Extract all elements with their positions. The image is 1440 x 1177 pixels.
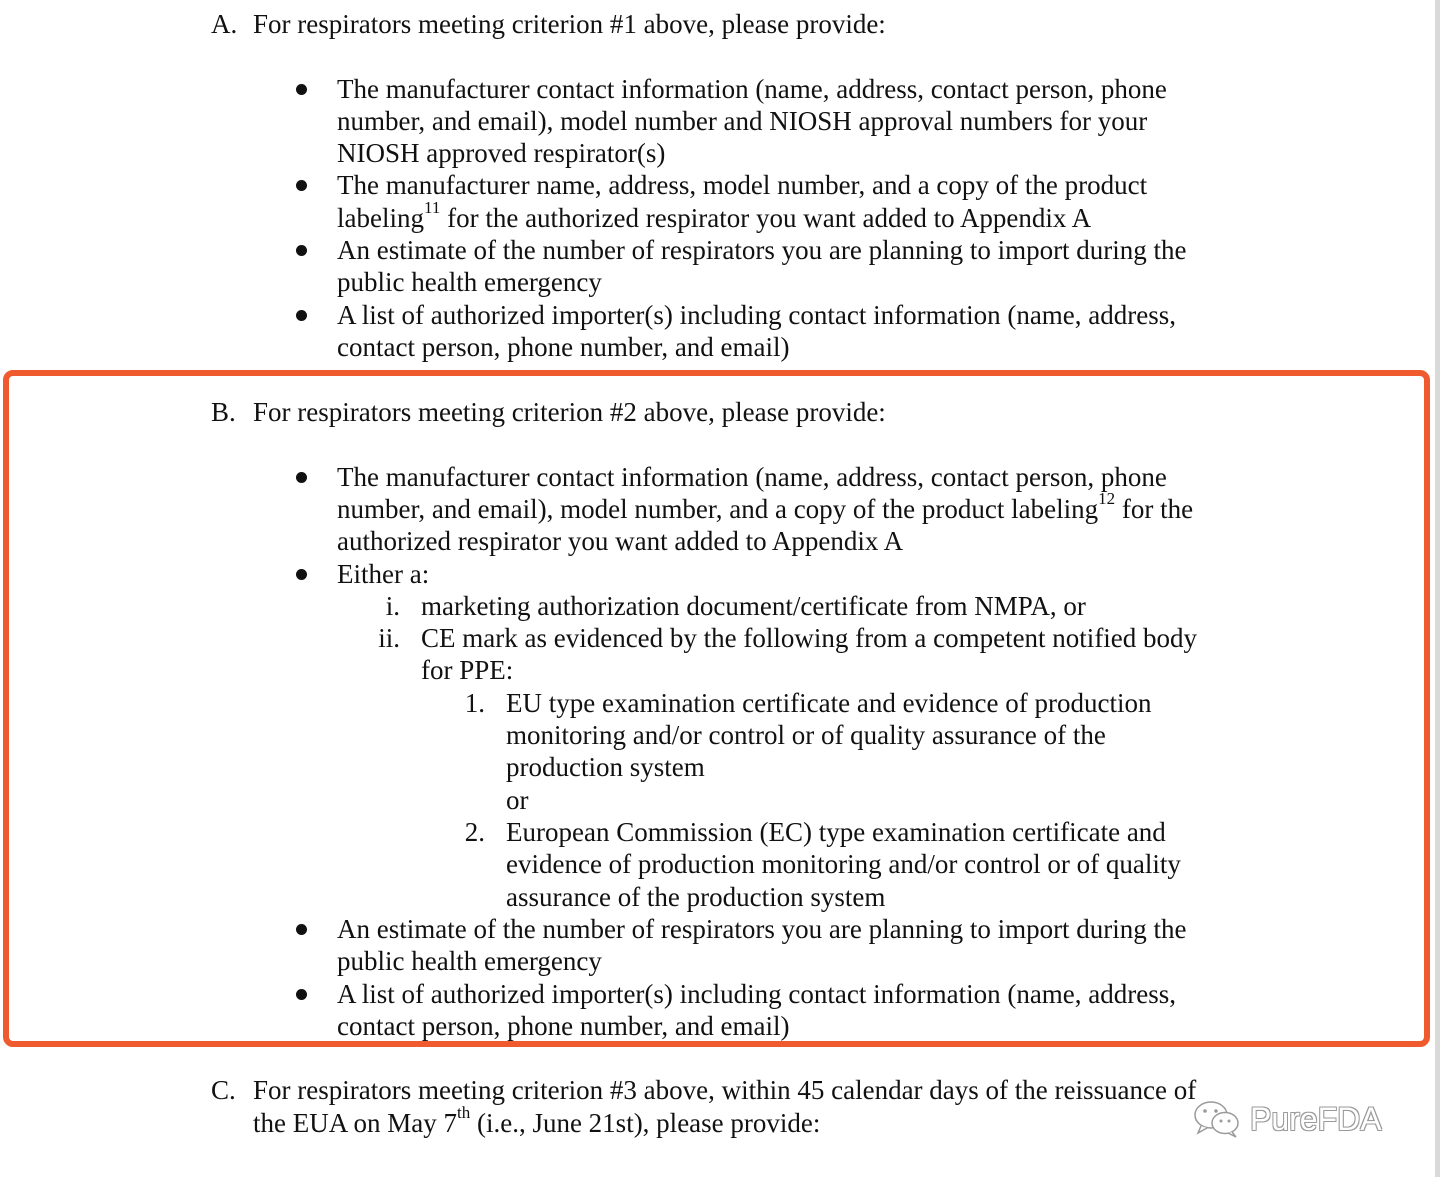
list-item-line: number, and email), model number and NIOSH approval numbers for your <box>337 106 1148 136</box>
numbered-item-line: monitoring and/or control or of quality assurance of the <box>506 720 1106 750</box>
numbered-item: European Commission (EC) type examination certificate and <box>506 817 1166 847</box>
bullet-icon <box>296 989 307 1000</box>
list-item: Either a: <box>337 559 430 589</box>
numbered-item-line: evidence of production monitoring and/or control or of quality <box>506 849 1181 879</box>
bullet-icon <box>296 569 307 580</box>
list-item-line: public health emergency <box>337 267 602 297</box>
or-text: or <box>506 785 529 815</box>
list-item: The manufacturer contact information (name, address, contact person, phone <box>337 462 1167 492</box>
roman-marker: ii. <box>378 623 400 653</box>
section-b-heading: For respirators meeting criterion #2 above, please provide: <box>253 397 886 427</box>
list-item-line: number, and email), model number, and a copy of the product labeling$^{12}$ for the <box>337 489 1194 524</box>
bullet-icon <box>296 924 307 935</box>
list-item: A list of authorized importer(s) including contact information (name, address, <box>337 979 1177 1009</box>
list-item-line: NIOSH approved respirator(s) <box>337 138 666 168</box>
section-c-marker: C. <box>211 1075 236 1105</box>
roman-item: CE mark as evidenced by the following from a competent notified body <box>421 623 1198 653</box>
scrollbar[interactable] <box>1435 0 1440 1177</box>
list-item: An estimate of the number of respirators you are planning to import during the <box>337 235 1187 265</box>
list-item: The manufacturer name, address, model number, and a copy of the product <box>337 170 1148 200</box>
list-item-line: contact person, phone number, and email) <box>337 332 790 362</box>
bullet-icon <box>296 84 307 95</box>
list-item: The manufacturer contact information (name, address, contact person, phone <box>337 74 1167 104</box>
numbered-item-line: assurance of the production system <box>506 882 886 912</box>
section-a-marker: A. <box>211 9 238 39</box>
watermark-text: PureFDA <box>1250 1100 1382 1137</box>
roman-marker: i. <box>385 591 400 621</box>
section-a-heading: For respirators meeting criterion #1 above, please provide: <box>253 9 886 39</box>
list-item-line: labeling$^{11}$ for the authorized respirator you want added to Appendix A <box>337 198 1092 233</box>
bullet-icon <box>296 310 307 321</box>
numbered-item: EU type examination certificate and evidence of production <box>506 688 1152 718</box>
bullet-icon <box>296 472 307 483</box>
section-c-heading-line: the EUA on May 7th (i.e., June 21st), please provide: <box>253 1103 821 1138</box>
section-c-heading: For respirators meeting criterion #3 above, within 45 calendar days of the reissuance of <box>253 1075 1197 1105</box>
numbered-item-line: production system <box>506 752 705 782</box>
watermark <box>1192 1097 1382 1141</box>
numbered-marker: 2. <box>464 817 485 847</box>
list-item: A list of authorized importer(s) including contact information (name, address, <box>337 300 1177 330</box>
list-item-line: authorized respirator you want added to Appendix A <box>337 526 904 556</box>
wechat-icon <box>1192 1099 1242 1139</box>
roman-item-line: for PPE: <box>421 655 514 685</box>
roman-item: marketing authorization document/certificate from NMPA, or <box>421 591 1086 621</box>
list-item: An estimate of the number of respirators you are planning to import during the <box>337 914 1187 944</box>
footnote-11[interactable]: 11 <box>423 198 441 217</box>
numbered-marker: 1. <box>464 688 485 718</box>
superscript: th <box>456 1103 471 1122</box>
footnote-12[interactable]: 12 <box>1098 489 1116 508</box>
section-b-marker: B. <box>211 397 236 427</box>
list-item-line: contact person, phone number, and email) <box>337 1011 790 1041</box>
bullet-icon <box>296 245 307 256</box>
list-item-line: public health emergency <box>337 946 602 976</box>
bullet-icon <box>296 180 307 191</box>
